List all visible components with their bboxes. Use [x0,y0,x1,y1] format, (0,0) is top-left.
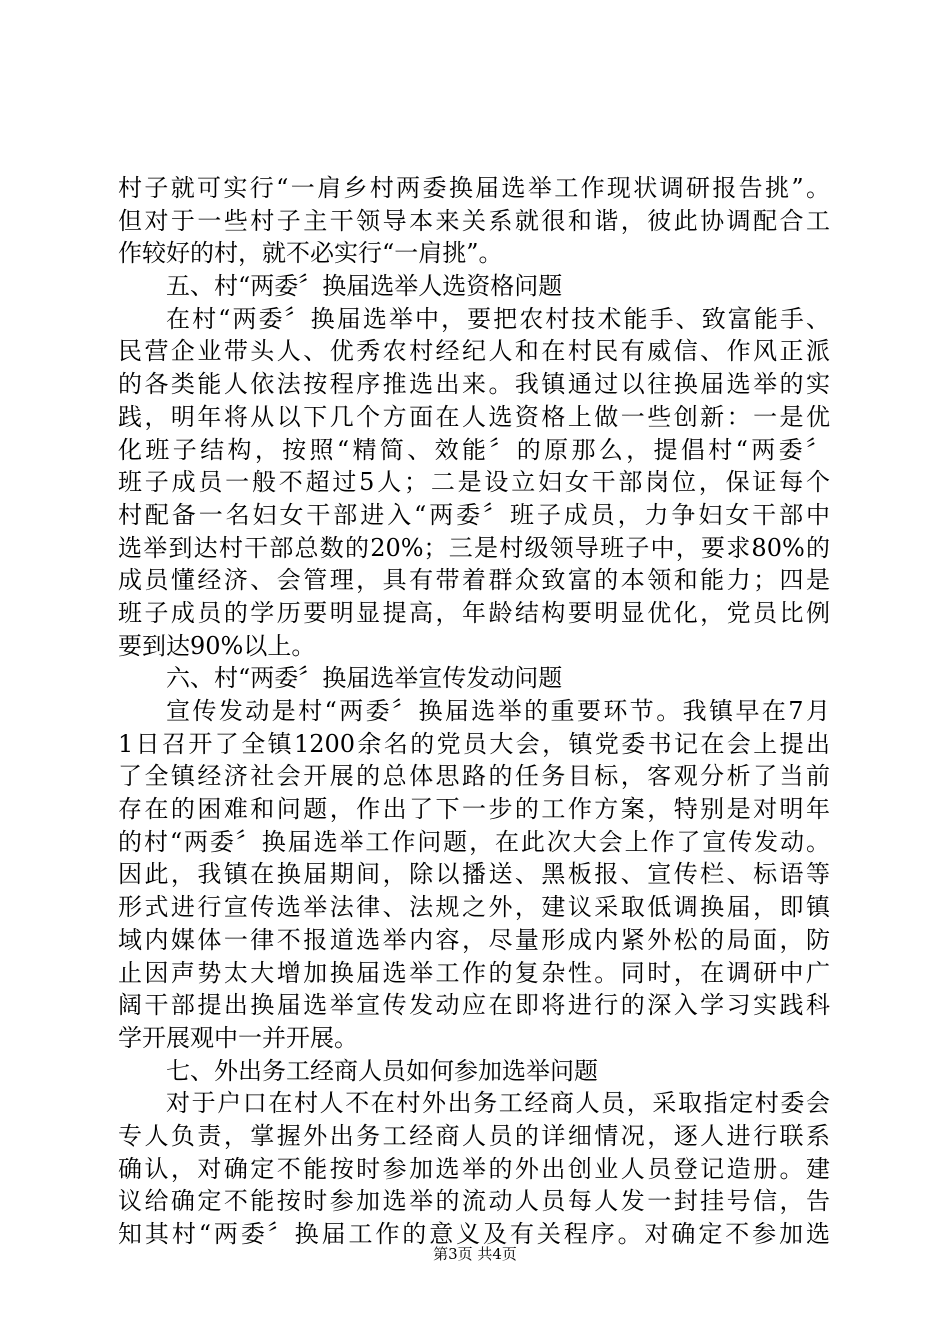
text-line: 1日召开了全镇1200余名的党员大会，镇党委书记在会上提出 [118,729,830,758]
text-line: 存在的困难和问题，作出了下一步的工作方案，特别是对明年 [118,795,830,824]
text-line: 议给确定不能按时参加选举的流动人员每人发一封挂号信，告 [118,1187,830,1216]
text-line: 的各类能人依法按程序推选出来。我镇通过以往换届选举的实 [118,370,830,399]
text-line: 阔干部提出换届选举宣传发动应在即将进行的深入学习实践科 [118,991,830,1020]
text-line: 在村“两委〞换届选举中，要把农村技术能手、致富能手、 [166,304,830,333]
text-line: 形式进行宣传选举法律、法规之外，建议采取低调换届，即镇 [118,893,830,922]
text-line: 专人负责，掌握外出务工经商人员的详细情况，逐人进行联系 [118,1121,830,1150]
text-line: 村配备一名妇女干部进入“两委〞班子成员，力争妇女干部中 [118,500,830,529]
page-footer: 第3页 共4页 [433,1245,517,1263]
text-line: 成员懂经济、会管理，具有带着群众致富的本领和能力；四是 [118,566,830,595]
text-line: 班子成员的学历要明显提高，年龄结构要明显优化，党员比例 [118,598,830,627]
text-line: 的村“两委〞换届选举工作问题，在此次大会上作了宣传发动。 [118,827,830,856]
text-line: 对于户口在村人不在村外出务工经商人员，采取指定村委会 [166,1089,830,1118]
text-line: 确认，对确定不能按时参加选举的外出创业人员登记造册。建 [118,1154,830,1183]
text-line: 止因声势太大增加换届选举工作的复杂性。同时，在调研中广 [118,958,830,987]
text-line: 学开展观中一并开展。 [118,1023,358,1052]
text-line: 宣传发动是村“两委〞换届选举的重要环节。我镇早在7月 [166,697,830,725]
text-line: 选举到达村干部总数的20%；三是村级领导班子中，要求80%的 [118,533,830,562]
text-line: 五、村“两委〞换届选举人选资格问题 [166,272,563,301]
text-line: 民营企业带头人、优秀农村经纪人和在村民有威信、作风正派 [118,337,830,366]
text-line: 要到达90%以上。 [118,631,316,660]
document-body [118,172,830,1251]
text-line: 村子就可实行“一肩乡村两委换届选举工作现状调研报告挑”。 [118,174,830,202]
text-line: 因此，我镇在换届期间，除以播送、黑板报、宣传栏、标语等 [118,860,830,889]
text-line: 践，明年将从以下几个方面在人选资格上做一些创新：一是优 [118,402,830,431]
text-line: 七、外出务工经商人员如何参加选举问题 [166,1056,598,1085]
text-line: 知其村“两委〞换届工作的意义及有关程序。对确定不参加选 [118,1220,830,1248]
text-line: 化班子结构，按照“精简、效能〞的原那么，提倡村“两委〞 [118,435,830,464]
text-line: 了全镇经济社会开展的总体思路的任务目标，客观分析了当前 [118,762,830,791]
text-line: 域内媒体一律不报道选举内容，尽量形成内紧外松的局面，防 [118,925,830,954]
text-line: 班子成员一般不超过5人；二是设立妇女干部岗位，保证每个 [118,468,830,497]
text-line: 六、村“两委〞换届选举宣传发动问题 [166,664,563,693]
text-line: 但对于一些村子主干领导本来关系就很和谐，彼此协调配合工 [118,206,830,235]
text-line: 作较好的村，就不必实行“一肩挑”。 [118,239,503,268]
